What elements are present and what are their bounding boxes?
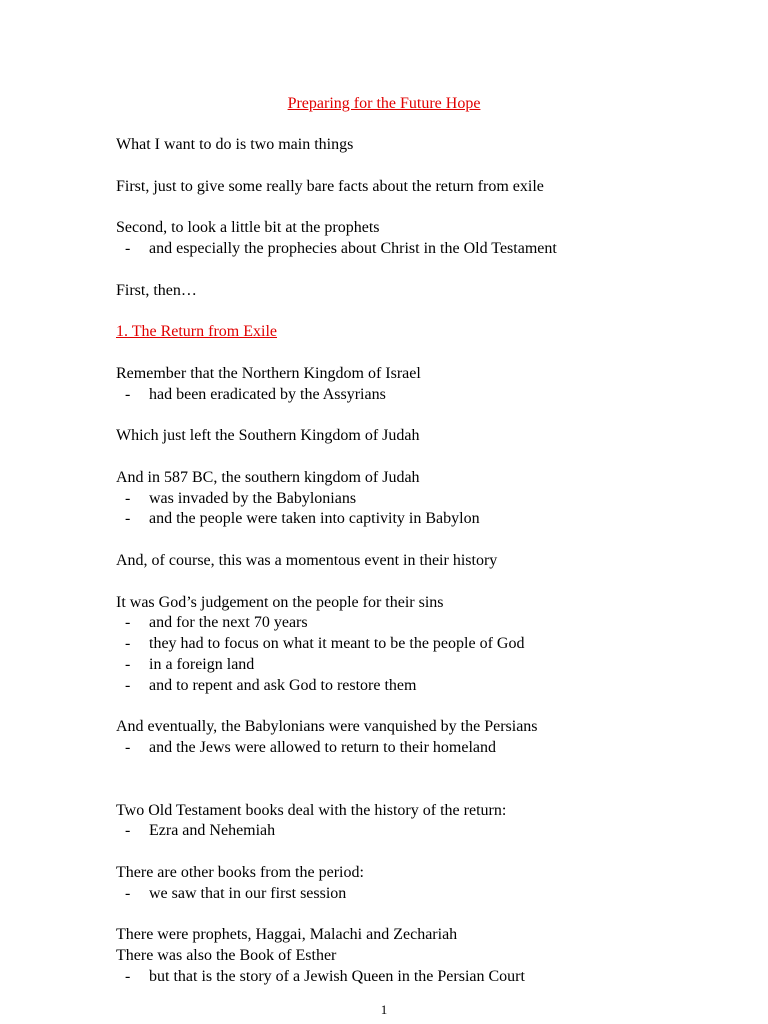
bullet-text: but that is the story of a Jewish Queen in the Persian Court bbox=[149, 967, 525, 985]
paragraph-judgement: It was God’s judgement on the people for their sins bbox=[116, 593, 444, 611]
bullet-item bbox=[116, 239, 716, 260]
bullet-item bbox=[116, 613, 716, 634]
bullet-text: and to repent and ask God to restore them bbox=[149, 676, 417, 694]
paragraph-esther: There was also the Book of Esther bbox=[116, 947, 337, 965]
bullet-dash: - bbox=[125, 884, 131, 902]
paragraph-second: Second, to look a little bit at the prophets bbox=[116, 219, 380, 237]
bullet-item bbox=[116, 967, 716, 988]
bullet-text: they had to focus on what it meant to be the people of God bbox=[149, 635, 525, 653]
bullet-item bbox=[116, 676, 716, 697]
bullet-item bbox=[116, 385, 716, 406]
paragraph-first-then: First, then… bbox=[116, 281, 197, 299]
bullet-dash: - bbox=[125, 614, 131, 632]
bullet-text: in a foreign land bbox=[149, 655, 255, 673]
bullet-dash: - bbox=[125, 635, 131, 653]
bullet-dash: - bbox=[125, 739, 131, 757]
bullet-text: we saw that in our first session bbox=[149, 884, 347, 902]
bullet-text: and the Jews were allowed to return to their homeland bbox=[149, 739, 496, 757]
bullet-item bbox=[116, 821, 716, 842]
bullet-text: and especially the prophecies about Christ in the Old Testament bbox=[149, 239, 557, 257]
bullet-text: and the people were taken into captivity in Babylon bbox=[149, 510, 480, 528]
paragraph-prophets: There were prophets, Haggai, Malachi and Zechariah bbox=[116, 926, 458, 944]
paragraph-remember: Remember that the Northern Kingdom of Israel bbox=[116, 364, 421, 382]
bullet-dash: - bbox=[125, 239, 131, 257]
paragraph-first: First, just to give some really bare facts about the return from exile bbox=[116, 177, 544, 195]
paragraph-eventually: And eventually, the Babylonians were vanquished by the Persians bbox=[116, 718, 538, 736]
bullet-dash: - bbox=[125, 385, 131, 403]
bullet-text: Ezra and Nehemiah bbox=[149, 822, 276, 840]
bullet-item bbox=[116, 738, 716, 759]
section-heading: 1. The Return from Exile bbox=[116, 323, 277, 341]
bullet-dash: - bbox=[125, 967, 131, 985]
bullet-item bbox=[116, 509, 716, 530]
bullet-text: was invaded by the Babylonians bbox=[149, 489, 357, 507]
document-body bbox=[116, 135, 716, 988]
bullet-text: had been eradicated by the Assyrians bbox=[149, 385, 386, 403]
bullet-item bbox=[116, 655, 716, 676]
paragraph-two-books: Two Old Testament books deal with the history of the return: bbox=[116, 801, 507, 819]
bullet-item bbox=[116, 634, 716, 655]
bullet-item bbox=[116, 884, 716, 905]
paragraph-in587: And in 587 BC, the southern kingdom of Judah bbox=[116, 468, 420, 486]
page-number: 1 bbox=[380, 1002, 388, 1017]
bullet-dash: - bbox=[125, 489, 131, 507]
page-title: Preparing for the Future Hope bbox=[287, 95, 481, 112]
bullet-dash: - bbox=[125, 676, 131, 694]
bullet-dash: - bbox=[125, 655, 131, 673]
bullet-item bbox=[116, 489, 716, 510]
paragraph-other-books: There are other books from the period: bbox=[116, 863, 364, 881]
paragraph-intro: What I want to do is two main things bbox=[116, 136, 354, 153]
paragraph-which-left: Which just left the Southern Kingdom of Judah bbox=[116, 427, 420, 445]
bullet-text: and for the next 70 years bbox=[149, 614, 308, 632]
bullet-dash: - bbox=[125, 822, 131, 840]
bullet-dash: - bbox=[125, 510, 131, 528]
paragraph-momentous: And, of course, this was a momentous event in their history bbox=[116, 551, 498, 569]
